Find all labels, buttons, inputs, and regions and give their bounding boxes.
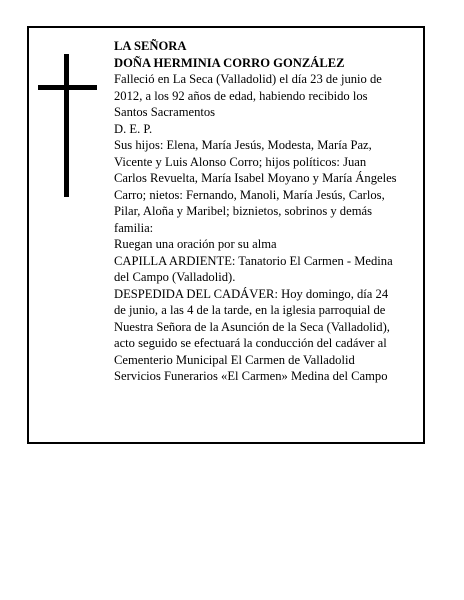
obituary-title: LA SEÑORA xyxy=(114,39,187,53)
obituary-line: del Campo (Valladolid). xyxy=(114,270,236,284)
obituary-line: Cementerio Municipal El Carmen de Valladolid xyxy=(114,352,355,367)
obituary-line: Ruegan una oración por su alma xyxy=(114,237,277,251)
cross-icon-vertical-bar xyxy=(64,54,69,197)
obituary-line: D. E. P. xyxy=(114,121,153,136)
obituary-line: CAPILLA ARDIENTE: Tanatorio El Carmen - Medina xyxy=(114,253,393,268)
obituary-line: 2012, a los 92 años de edad, habiendo recibido los xyxy=(114,88,368,103)
obituary-line: de junio, a las 4 de la tarde, en la iglesia parroquial de xyxy=(114,303,386,317)
obituary-line: Pilar, Aloña y Maribel; biznietos, sobrinos y demás xyxy=(114,204,372,218)
obituary-line: Sus hijos: Elena, María Jesús, Modesta, María Paz, xyxy=(114,138,372,152)
obituary-line: Vicente y Luis Alonso Corro; hijos políticos: Juan xyxy=(114,154,367,169)
obituary-line: acto seguido se efectuará la conducción del cadáver al xyxy=(114,336,387,350)
obituary-line: DESPEDIDA DEL CADÁVER: Hoy domingo, día 24 xyxy=(114,286,389,301)
obituary-line: Nuestra Señora de la Asunción de la Seca (Valladolid), xyxy=(114,319,390,334)
deceased-name: DOÑA HERMINIA CORRO GONZÁLEZ xyxy=(114,55,345,70)
obituary-line: Carlos Revuelta, María Isabel Moyano y María Ángeles xyxy=(114,171,397,185)
obituary-line: Carro; nietos: Fernando, Manoli, María Jesús, Carlos, xyxy=(114,187,385,202)
obituary-text xyxy=(114,38,424,385)
obituary-line: Santos Sacramentos xyxy=(114,105,216,119)
obituary-line: Falleció en La Seca (Valladolid) el día 23 de junio de xyxy=(114,72,382,86)
cross-icon-horizontal-bar xyxy=(38,85,97,90)
obituary-line: familia: xyxy=(114,220,154,235)
obituary-line: Servicios Funerarios «El Carmen» Medina del Campo xyxy=(114,369,388,383)
